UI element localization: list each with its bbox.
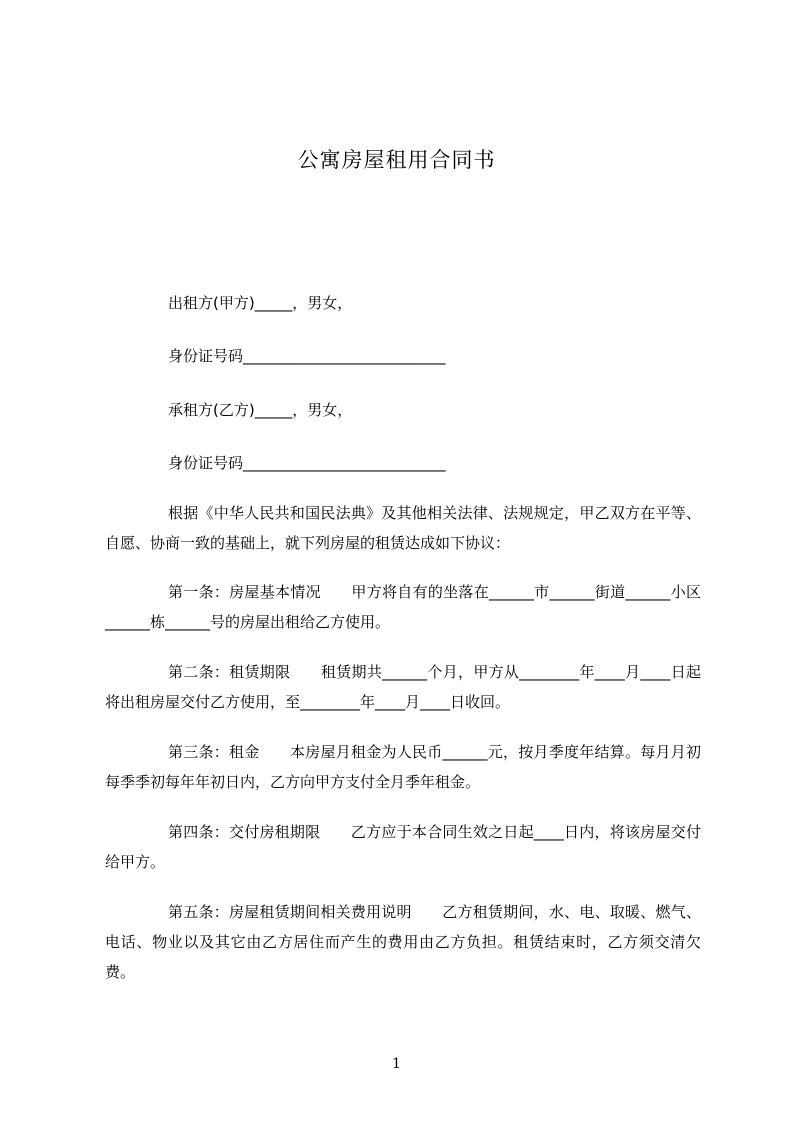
preamble-paragraph: 根据《中华人民共和国民法典》及其他相关法律、法规规定，甲乙双方在平等、自愿、协商一致的基础上，就下列房屋的租赁达成如下协议： (105, 504, 701, 552)
lessor-line: 出租方(甲方)_____，男女， (168, 294, 353, 312)
article-3-paragraph: 第三条：租金 本房屋月租金为人民币______元，按月季度年结算。每月月初每季季初每年年初日内，乙方向甲方支付全月季年租金。 (105, 743, 701, 791)
lessor-id-line: 身份证号码___________________________ (168, 347, 446, 365)
lessee-id-line: 身份证号码___________________________ (168, 454, 446, 472)
document-title: 公寓房屋租用合同书 (297, 148, 496, 172)
article-2-paragraph: 第二条：租赁期限 租赁期共______个月，甲方从________年____月____日起将出租房屋交付乙方使用，至________年____月____日收回。 (105, 663, 701, 711)
page-number: 1 (392, 1056, 401, 1072)
article-5-paragraph: 第五条：房屋租赁期间相关费用说明 乙方租赁期间，水、电、取暖、燃气、电话、物业以及其它由乙方居住而产生的费用由乙方负担。租赁结束时，乙方须交清欠费。 (105, 903, 701, 981)
article-1-paragraph: 第一条：房屋基本情况 甲方将自有的坐落在______市______街道______小区______栋______号的房屋出租给乙方使用。 (105, 583, 701, 631)
lessee-line: 承租方(乙方)_____，男女， (168, 401, 353, 419)
article-4-paragraph: 第四条：交付房租期限 乙方应于本合同生效之日起____日内，将该房屋交付给甲方。 (105, 823, 701, 871)
